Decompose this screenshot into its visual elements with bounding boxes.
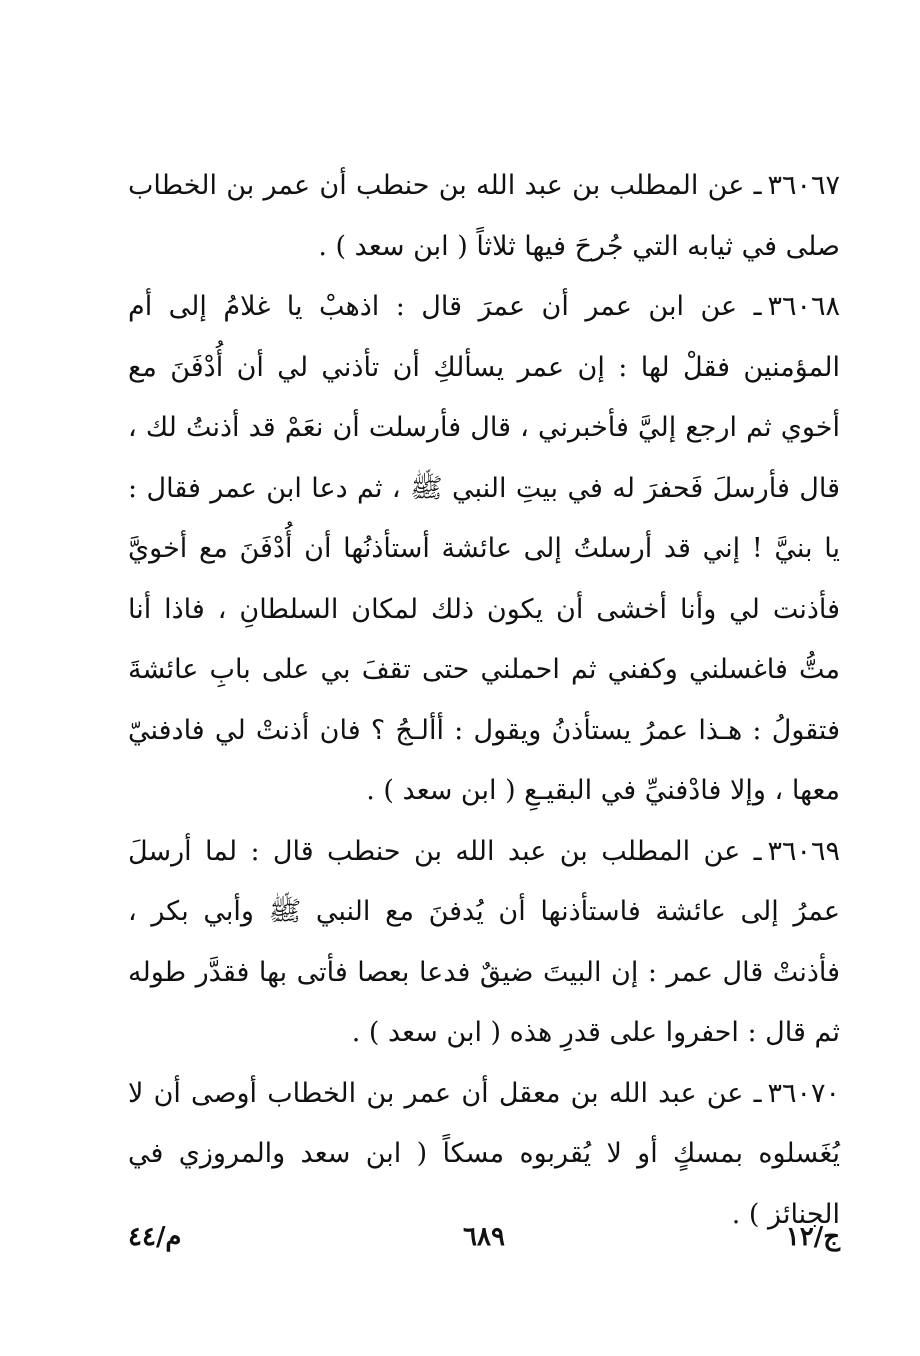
hadith-text: ـ عن المطلب بن عبد الله بن حنطب قال : لما أرسلَ عمرُ إلى عائشة فاستأذنها أن يُدفنَ مع النبي ﷺ وأبي بكر ، فأذنتْ قال عمر : إن البيتَ ضيقٌ فدعا بعصا فأتى بها فقدَّر طوله ثم قال : احفروا على قدرِ هذه ( ابن سعد ) . bbox=[128, 835, 840, 1048]
page-footer bbox=[128, 1222, 840, 1262]
hadith-number: ٣٦٠٧٠ bbox=[767, 1077, 840, 1109]
hadith-number: ٣٦٠٦٧ bbox=[767, 170, 840, 201]
hadith-text: ـ عن المطلب بن عبد الله بن حنطب أن عمر بن الخطاب صلى في ثيابه التي جُرحَ فيها ثلاثاً ( ابن سعد ) . bbox=[128, 170, 840, 262]
hadith-entry-36070 bbox=[128, 1064, 840, 1246]
hadith-entry-36069 bbox=[128, 822, 840, 1064]
volume-marker: ج/١٢ bbox=[785, 1222, 840, 1252]
signature-marker: م/٤٤ bbox=[128, 1222, 182, 1252]
hadith-text: ـ عن ابن عمر أن عمرَ قال : اذهبْ يا غلامُ إلى أم المؤمنين فقلْ لها : إن عمر يسألكِ أن تأذني لي أن أُدْفَنَ مع أخوي ثم ارجع إليَّ فأخبرني ، قال فأرسلت أن نعَمْ قد أذنتُ لك ، قال فأرسلَ فَحفرَ له في بيتِ النبي ﷺ ، ثم دعا ابن عمر فقال : يا بنيَّ ! إني قد أرسلتُ إلى عائشة أستأذنُها أن أُدْفَنَ مع أخويَّ فأذنت لي وأنا أخشى أن يكون ذلك لمكان السلطانِ ، فاذا أنا متُّ فاغسلني وكفني ثم احملني حتى تقفَ بي على بابِ عائشةَ فتقولُ : هـذا عمرُ يستأذنُ ويقول : أألـجُ ؟ فان أذنتْ لي فادفنيّ معها ، وإلا فادْفنيِّ في البقيـعِ ( ابن سعد ) . bbox=[128, 291, 840, 806]
hadith-text-block bbox=[128, 156, 840, 1245]
hadith-number: ٣٦٠٦٩ bbox=[767, 835, 840, 867]
hadith-entry-36068 bbox=[128, 277, 840, 822]
page-number: ٦٨٩ bbox=[463, 1222, 505, 1252]
hadith-number: ٣٦٠٦٨ bbox=[767, 291, 840, 322]
hadith-text: ـ عن عبد الله بن معقل أن عمر بن الخطاب أوصى أن لا يُغَسلوه بمسكٍ أو لا يُقربوه مسكاً ( ابن سعد والمروزي في الجنائز ) . bbox=[128, 1077, 840, 1230]
hadith-entry-36067 bbox=[128, 156, 840, 277]
